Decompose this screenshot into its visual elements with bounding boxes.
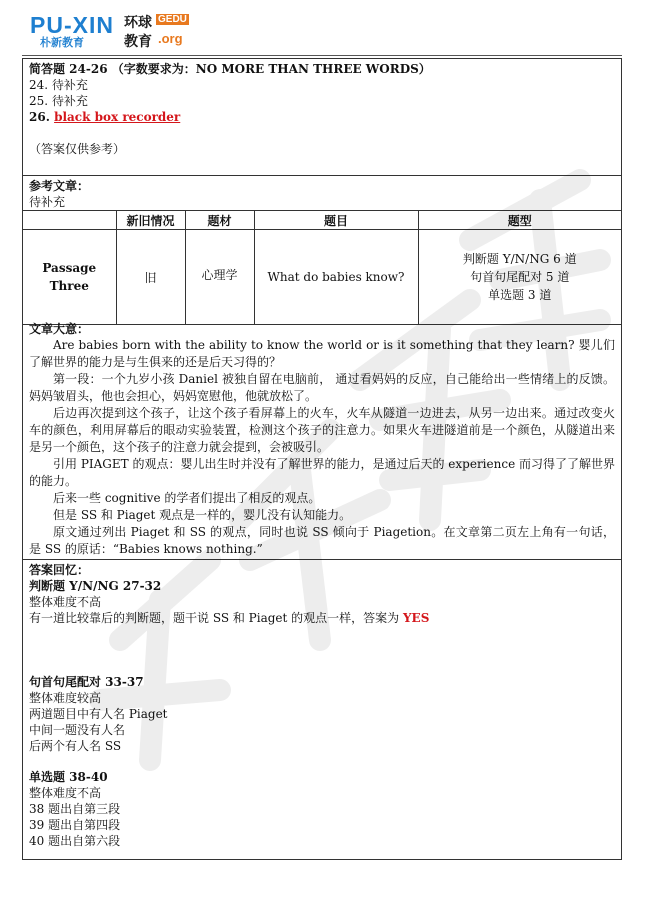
short-answer-title: 简答题 24-26 （字数要求为：NO MORE THAN THREE WORDS） <box>29 62 431 76</box>
match-difficulty: 整体难度较高 <box>29 691 102 705</box>
table-header-blank <box>23 211 116 230</box>
answer-26 <box>29 109 615 125</box>
tf-note-answer: YES <box>402 611 430 625</box>
reference-title: 参考文章： <box>29 179 90 193</box>
match-line: 后两个有人名 SS <box>29 739 122 753</box>
mc-difficulty: 整体难度不高 <box>29 786 102 800</box>
table-header-subject: 题材 <box>185 211 254 230</box>
question-type-match: 句首句尾配对 5 道 <box>470 270 570 284</box>
tf-note <box>29 610 615 626</box>
topic-cell: What do babies know? <box>254 230 418 325</box>
status-cell: 旧 <box>116 230 185 325</box>
summary-paragraph: 第一段：一个九岁小孩 Daniel 被独自留在电脑前， 通过看妈妈的反应，自己能给出一些情绪上的反馈。妈妈皱眉头，他也会担心，妈妈宽慰他，他就放松了。 <box>29 372 615 403</box>
passage-line1: Passage <box>42 261 97 275</box>
puxin-logo-text: PU-XIN <box>30 12 114 38</box>
summary-paragraph: 后来一些 cognitive 的学者们提出了相反的观点。 <box>53 491 321 505</box>
answer-26-number: 26. <box>29 110 55 124</box>
tf-note-text: 有一道比较靠后的判断题，题干说 SS 和 Piaget 的观点一样，答案为 <box>29 611 403 625</box>
passage-line2: Three <box>49 279 89 293</box>
tf-difficulty: 整体难度不高 <box>29 595 102 609</box>
answer-25: 25. 待补充 <box>29 94 88 108</box>
page-header <box>22 10 622 56</box>
subject-cell: 心理学 <box>185 230 254 325</box>
reference-section <box>23 176 621 210</box>
header-divider <box>22 55 622 56</box>
short-answer-section <box>23 59 621 176</box>
match-line: 两道题目中有人名 Piaget <box>29 707 168 721</box>
mc-line: 39 题出自第四段 <box>29 818 121 832</box>
table-header-status: 新旧情况 <box>116 211 185 230</box>
summary-paragraph: Are babies born with the ability to know the world or is it something that they learn? 婴儿们了解世界的能力是与生俱来的还是后天习得的？ <box>29 338 615 369</box>
summary-title: 文章大意： <box>29 322 90 336</box>
table-row <box>23 230 621 325</box>
document-frame <box>22 58 622 860</box>
puxin-logo <box>30 13 128 53</box>
summary-section <box>23 320 621 560</box>
gedu-logo <box>120 12 210 52</box>
gedu-logo-cn1: 环球 <box>124 15 152 31</box>
mc-line: 40 题出自第六段 <box>29 834 121 848</box>
summary-paragraph: 后边再次提到这个孩子，让这个孩子看屏幕上的火车，火车从隧道一边进去，从另一边出来。通过改变火车的颜色，利用屏幕后的眼动实验装置，检测这个孩子的注意力。如果火车进隧道前是一个颜色，从隧道出来是另一个颜色，这个孩子的注意力就会提到，会被吸引。 <box>29 406 615 454</box>
gedu-logo-en2: .org <box>158 31 183 46</box>
puxin-logo-cn: 朴新教育 <box>40 36 84 49</box>
question-types-cell <box>418 230 621 325</box>
gedu-logo-en1: GEDU <box>158 14 187 25</box>
mc-line: 38 题出自第三段 <box>29 802 121 816</box>
match-title: 句首句尾配对 33-37 <box>29 675 144 689</box>
recall-section <box>23 560 621 851</box>
table-header-type: 题型 <box>418 211 621 230</box>
tf-title: 判断题 Y/N/NG 27-32 <box>29 579 162 593</box>
passage-cell <box>23 230 116 325</box>
match-line: 中间一题没有人名 <box>29 723 126 737</box>
answer-26-value: black box recorder <box>54 110 181 124</box>
answer-note: （答案仅供参考） <box>29 142 126 156</box>
question-type-tf: 判断题 Y/N/NG 6 道 <box>462 252 577 266</box>
gedu-logo-cn2: 教育 <box>124 34 152 50</box>
summary-paragraph: 引用 PIAGET 的观点：婴儿出生时并没有了解世界的能力，是通过后天的 experience 而习得了了解世界的能力。 <box>29 457 615 488</box>
table-header-row <box>23 211 621 230</box>
mc-title: 单选题 38-40 <box>29 770 108 784</box>
question-type-mc: 单选题 3 道 <box>488 288 552 302</box>
recall-title: 答案回忆： <box>29 563 90 577</box>
passage-info-table <box>23 210 621 325</box>
summary-paragraph: 原文通过列出 Piaget 和 SS 的观点，同时也说 SS 倾向于 Piagetion。在文章第二页左上角有一句话，是 SS 的原话：“Babies knows nothing.” <box>29 525 615 556</box>
reference-text: 待补充 <box>29 195 66 209</box>
answer-24: 24. 待补充 <box>29 78 88 92</box>
summary-paragraph: 但是 SS 和 Piaget 观点是一样的，婴儿没有认知能力。 <box>53 508 352 522</box>
table-header-topic: 题目 <box>254 211 418 230</box>
